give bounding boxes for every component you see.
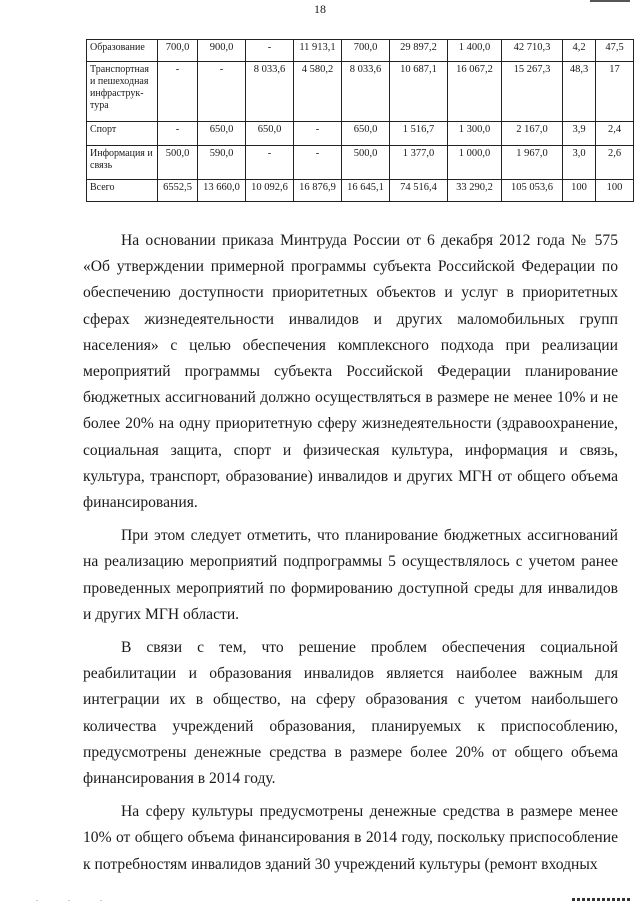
row-label: Всего <box>87 180 158 202</box>
table-cell: 1 400,0 <box>448 40 502 62</box>
table-cell: 4,2 <box>563 40 596 62</box>
table-cell: - <box>246 40 294 62</box>
table-cell: - <box>246 146 294 180</box>
table-cell: 3,0 <box>563 146 596 180</box>
table-cell: 700,0 <box>342 40 390 62</box>
table-cell: 650,0 <box>246 122 294 146</box>
table-cell: 900,0 <box>198 40 246 62</box>
table-row <box>87 62 634 122</box>
paragraph: На сферу культуры предусмотрены денежные средства в размере менее 10% от общего объема финансирования в 2014 году, поскольку приспособление к потребностям инвалидов зданий 30 учреждений культуры (ремонт входных <box>83 803 618 873</box>
table-cell: 700,0 <box>158 40 198 62</box>
table-cell: 1 516,7 <box>390 122 448 146</box>
table-cell: 8 033,6 <box>246 62 294 122</box>
page-number: 18 <box>314 2 326 16</box>
table-cell: 590,0 <box>198 146 246 180</box>
table-cell: 47,5 <box>596 40 634 62</box>
table-cell: - <box>198 62 246 122</box>
table-cell: 74 516,4 <box>390 180 448 202</box>
table-row <box>87 122 634 146</box>
row-label: Транспортная и пешеходная инфраструк-тура <box>87 62 158 122</box>
table-cell: 1 300,0 <box>448 122 502 146</box>
table-row <box>87 40 634 62</box>
table-cell: - <box>158 122 198 146</box>
table-cell: 16 067,2 <box>448 62 502 122</box>
table-cell: 10 092,6 <box>246 180 294 202</box>
table-row <box>87 180 634 202</box>
row-label: Информация и связь <box>87 146 158 180</box>
table-cell: 10 687,1 <box>390 62 448 122</box>
table-cell: 16 645,1 <box>342 180 390 202</box>
table-cell: 33 290,2 <box>448 180 502 202</box>
table-cell: 13 660,0 <box>198 180 246 202</box>
table-cell: 2 167,0 <box>502 122 563 146</box>
table-cell: 1 967,0 <box>502 146 563 180</box>
paragraph: На основании приказа Минтруда России от 6 декабря 2012 года № 575 «Об утверждении примерной программы субъекта Российской Федерации по обеспечению доступности приоритетных объектов и услуг в приоритетных сферах жизнедеятельности инвалидов и других маломобильных групп населения» с целью обеспечения комплексного подхода при реализации мероприятий программы субъекта Российской Федерации планирование бюджетных ассигнований должно осуществляться в размере не менее 10% и не более 20% на одну приоритетную сферу жизнедеятельности (здравоохранение, социальная защита, спорт и физическая культура, информация и связь, культура, транспорт, образование) инвалидов и других МГН от общего объема финансирования. <box>83 232 618 512</box>
scan-dots: . . . <box>36 894 116 903</box>
table-cell: 100 <box>596 180 634 202</box>
table-cell: 650,0 <box>198 122 246 146</box>
body-text <box>83 228 618 885</box>
table-cell: 42 710,3 <box>502 40 563 62</box>
table-cell: 6552,5 <box>158 180 198 202</box>
table-cell: 1 000,0 <box>448 146 502 180</box>
table-cell: 15 267,3 <box>502 62 563 122</box>
table-cell: 1 377,0 <box>390 146 448 180</box>
paragraph: При этом следует отметить, что планирование бюджетных ассигнований на реализацию мероприятий подпрограммы 5 осуществлялось с учетом ранее проведенных мероприятий по формированию доступной среды для инвалидов и других МГН области. <box>83 527 618 623</box>
scan-mark-bottom <box>572 898 632 901</box>
paragraph: В связи с тем, что решение проблем обеспечения социальной реабилитации и образования инвалидов является наиболее важным для интеграции их в общество, на сферу образования с учетом наибольшего количества учреждений образования, планируемых к приспособлению, предусмотрены денежные средства в размере более 20% от общего объема финансирования в 2014 году. <box>83 639 618 788</box>
budget-table <box>86 39 634 202</box>
table-cell: 3,9 <box>563 122 596 146</box>
table-cell: 2,4 <box>596 122 634 146</box>
table-cell: - <box>158 62 198 122</box>
table-cell: 29 897,2 <box>390 40 448 62</box>
table-cell: 650,0 <box>342 122 390 146</box>
table-cell: - <box>294 122 342 146</box>
row-label: Образование <box>87 40 158 62</box>
table-row <box>87 146 634 180</box>
table-cell: 48,3 <box>563 62 596 122</box>
table-cell: 4 580,2 <box>294 62 342 122</box>
row-label: Спорт <box>87 122 158 146</box>
table-cell: - <box>294 146 342 180</box>
table-cell: 105 053,6 <box>502 180 563 202</box>
table-cell: 16 876,9 <box>294 180 342 202</box>
table-cell: 500,0 <box>342 146 390 180</box>
table-cell: 100 <box>563 180 596 202</box>
table-cell: 2,6 <box>596 146 634 180</box>
table-cell: 17 <box>596 62 634 122</box>
table-cell: 500,0 <box>158 146 198 180</box>
table-cell: 8 033,6 <box>342 62 390 122</box>
table-cell: 11 913,1 <box>294 40 342 62</box>
